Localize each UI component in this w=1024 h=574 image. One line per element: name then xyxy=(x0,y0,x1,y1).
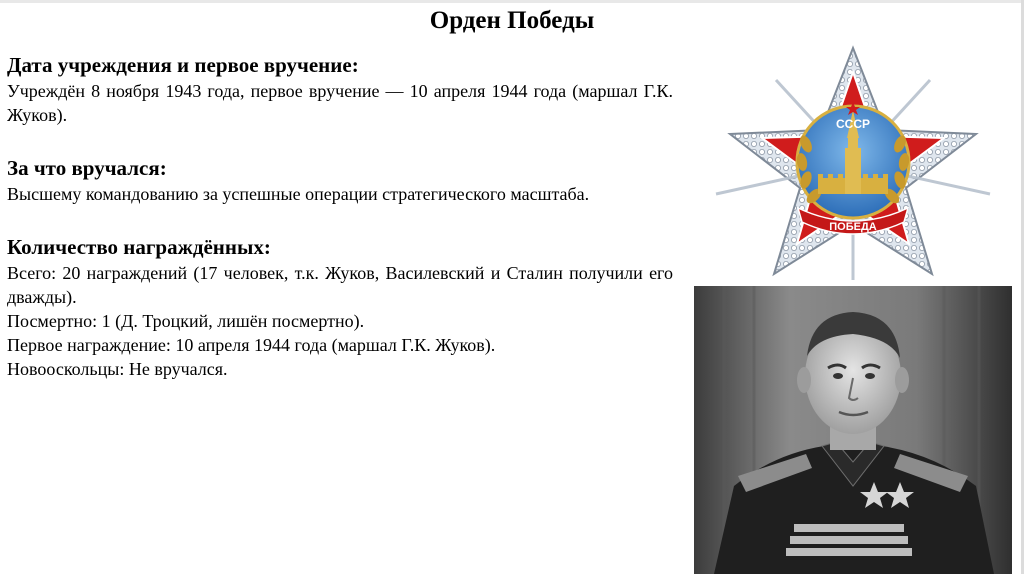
first-award: Первое награждение: 10 апреля 1944 года (маршал Г.К. Жуков). xyxy=(7,335,496,355)
order-of-victory-star-icon xyxy=(694,44,1012,284)
medal-top-text: СССР xyxy=(835,117,871,131)
order-of-victory-icon xyxy=(694,44,1012,284)
section-establishment xyxy=(7,52,673,127)
recipients-posthumous: Посмертно: 1 (Д. Троцкий, лишён посмертно). xyxy=(7,311,365,331)
section-awarded-for xyxy=(7,155,673,206)
portrait-photo xyxy=(694,286,1012,574)
section-recipients xyxy=(7,234,673,381)
novooskol-residents: Новооскольцы: Не вручался. xyxy=(7,359,228,379)
portrait-icon xyxy=(694,286,1012,574)
section-text: Учреждён 8 ноября 1943 года, первое вручение — 10 апреля 1944 года (маршал Г.К. Жуков). xyxy=(7,81,673,125)
section-heading: За что вручался: xyxy=(7,156,167,180)
slide-top-edge xyxy=(0,0,1024,3)
section-heading: Дата учреждения и первое вручение: xyxy=(7,53,359,77)
section-text: Высшему командованию за успешные операции стратегического масштаба. xyxy=(7,184,590,204)
text-content xyxy=(7,52,673,409)
medal-bottom-text: ПОБЕДА xyxy=(829,221,877,233)
recipients-total: Всего: 20 награждений (17 человек, т.к. Жуков, Василевский и Сталин получили его дважды). xyxy=(7,263,673,307)
section-heading: Количество награждённых: xyxy=(7,235,271,259)
slide-title: Орден Победы xyxy=(429,7,595,34)
